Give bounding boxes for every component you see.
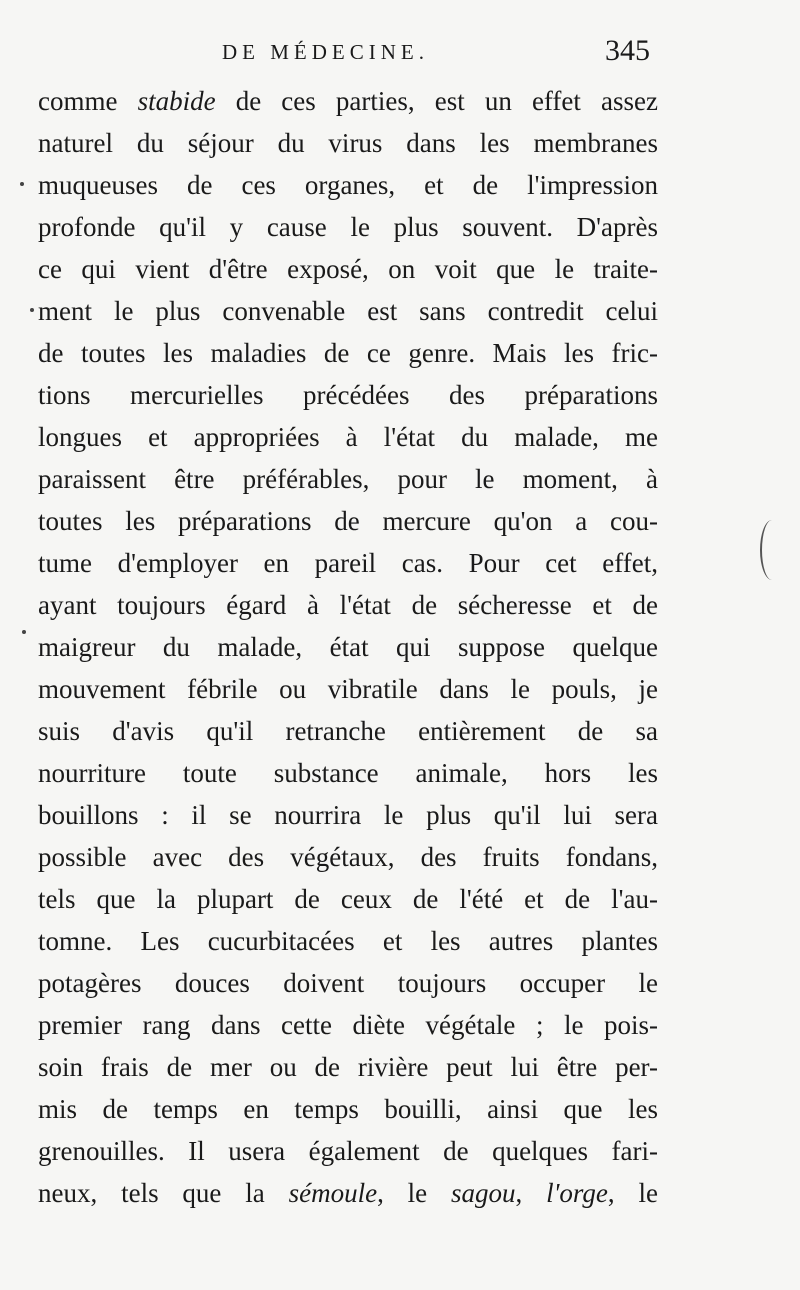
text-line: naturel du séjour du virus dans les membranes [38, 128, 658, 158]
text-line: possible avec des végétaux, des fruits fondans, [38, 842, 658, 872]
page-header [36, 30, 656, 70]
running-head: DE MÉDECINE. [222, 40, 429, 64]
text-line: comme stabide de ces parties, est un effet assez [38, 86, 658, 116]
body-text [38, 80, 658, 1214]
text-line: toutes les préparations de mercure qu'on a cou- [38, 506, 658, 536]
text-line: longues et appropriées à l'état du malade, me [38, 422, 658, 452]
text-line: tions mercurielles précédées des préparations [38, 380, 658, 410]
text-line: nourriture toute substance animale, hors les [38, 758, 658, 788]
text-line: soin frais de mer ou de rivière peut lui être per- [38, 1052, 658, 1082]
text-line: grenouilles. Il usera également de quelques fari- [38, 1136, 658, 1166]
text-line: bouillons : il se nourrira le plus qu'il lui sera [38, 800, 658, 830]
text-line: mouvement fébrile ou vibratile dans le pouls, je [38, 674, 658, 704]
text-line: potagères douces doivent toujours occuper le [38, 968, 658, 998]
text-line: maigreur du malade, état qui suppose quelque [38, 632, 658, 662]
text-line: de toutes les maladies de ce genre. Mais les fric- [38, 338, 658, 368]
text-line: premier rang dans cette diète végétale ; le pois- [38, 1010, 658, 1040]
text-line: muqueuses de ces organes, et de l'impression [38, 170, 658, 200]
margin-mark [760, 520, 784, 580]
text-line: mis de temps en temps bouilli, ainsi que les [38, 1094, 658, 1124]
text-line: tume d'employer en pareil cas. Pour cet effet, [38, 548, 658, 578]
italic-term: sémoule [288, 1178, 378, 1208]
text-line: ment le plus convenable est sans contredit celui [38, 296, 658, 326]
ink-speck [30, 308, 34, 312]
italic-term: sagou [451, 1178, 516, 1208]
text-line: ce qui vient d'être exposé, on voit que le traite- [38, 254, 658, 284]
text-line: tomne. Les cucurbitacées et les autres plantes [38, 926, 658, 956]
text-line: tels que la plupart de ceux de l'été et de l'au- [38, 884, 658, 914]
italic-term: stabide [137, 86, 216, 116]
ink-speck [22, 630, 26, 634]
page-number: 345 [605, 34, 650, 67]
text-line: profonde qu'il y cause le plus souvent. D'après [38, 212, 658, 242]
italic-term: l'orge [546, 1178, 608, 1208]
text-line: suis d'avis qu'il retranche entièrement de sa [38, 716, 658, 746]
text-line: neux, tels que la sémoule, le sagou, l'orge, le [38, 1178, 658, 1208]
text-line: paraissent être préférables, pour le moment, à [38, 464, 658, 494]
ink-speck [20, 182, 24, 186]
text-line: ayant toujours égard à l'état de sécheresse et de [38, 590, 658, 620]
